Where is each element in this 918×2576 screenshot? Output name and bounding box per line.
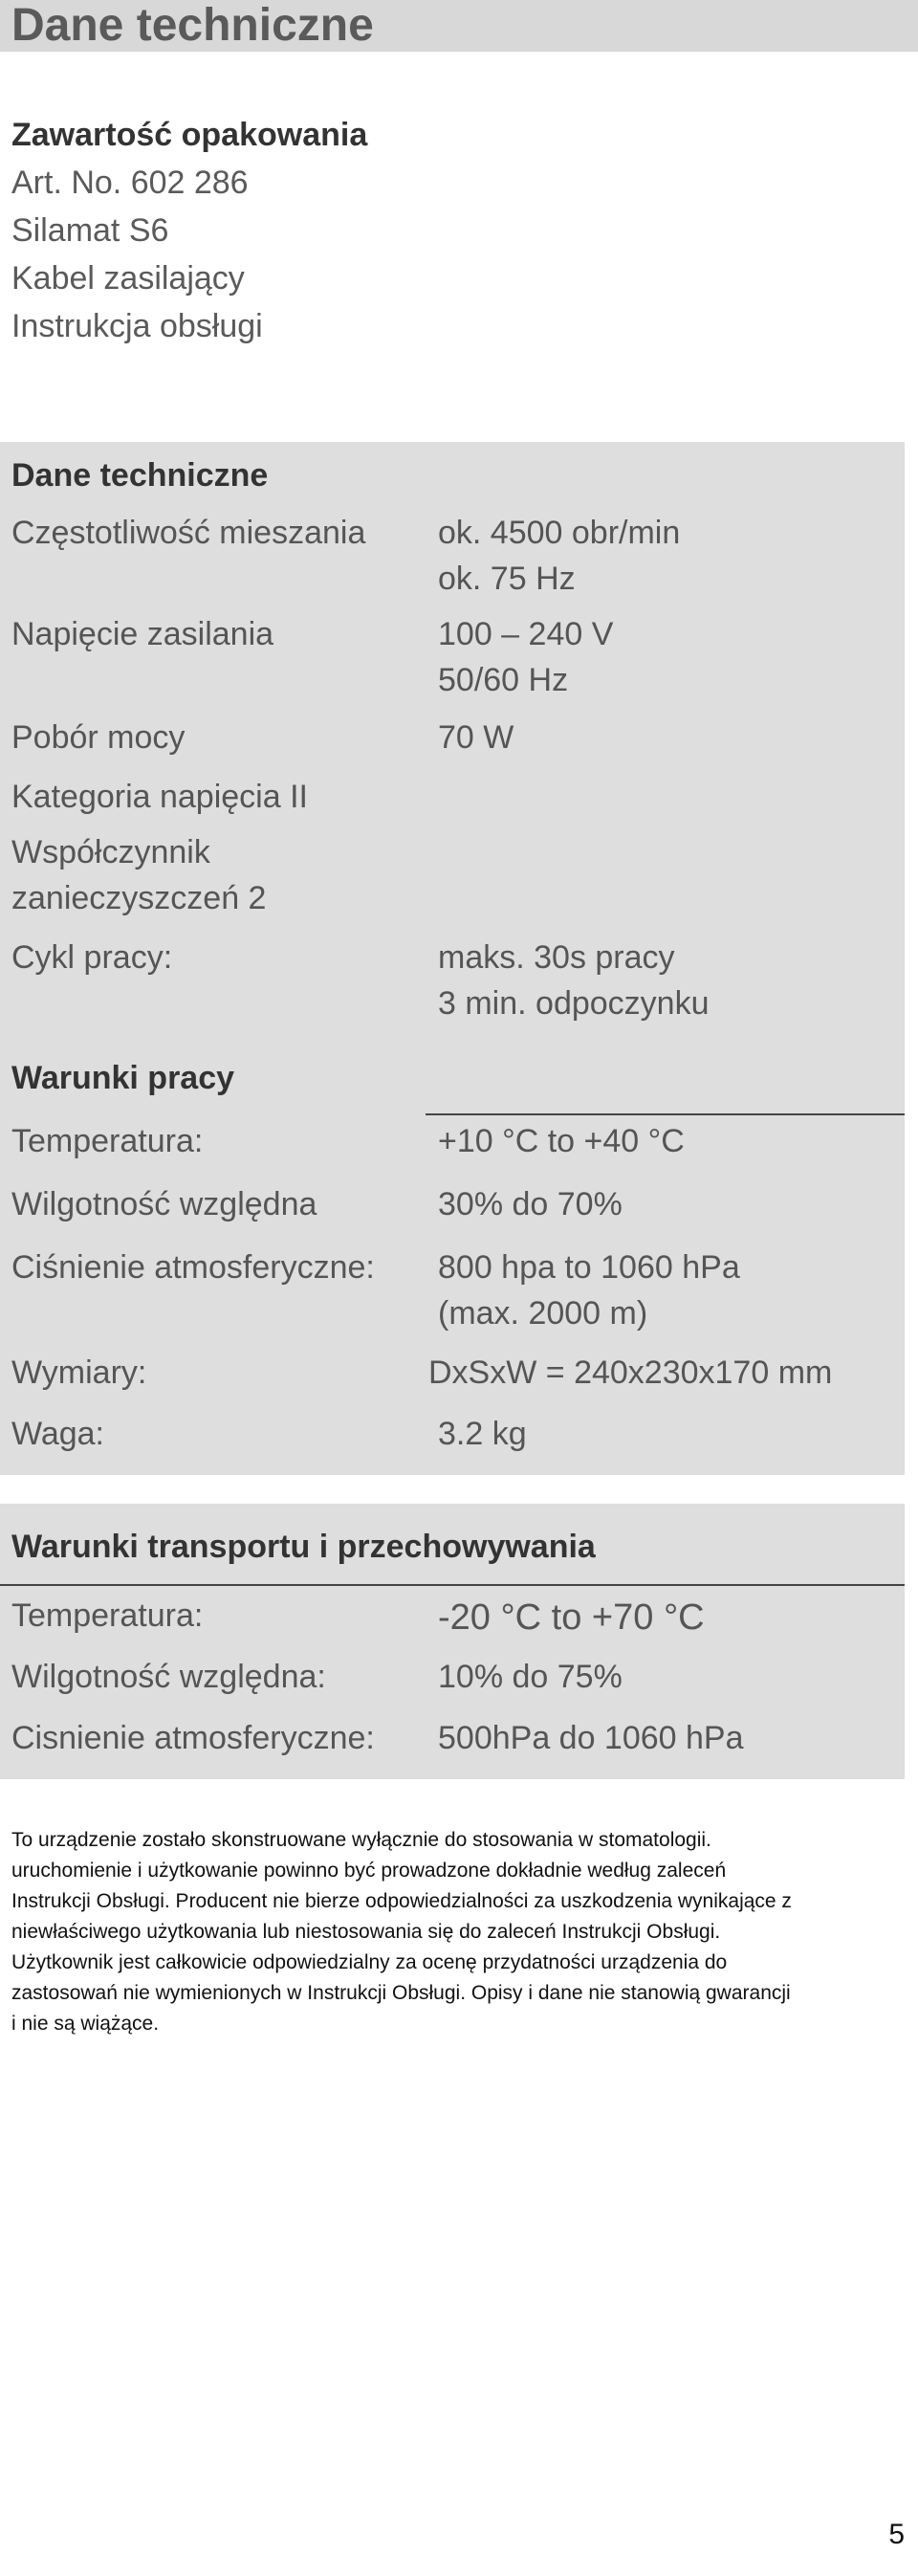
spec-value: 50/60 Hz xyxy=(438,662,569,698)
disclaimer-line: zastosowań nie wymienionych w Instrukcji Obsługi. Opisy i dane nie stanowią gwarancji xyxy=(11,1982,791,2004)
spec-value: maks. 30s pracy xyxy=(438,939,675,976)
work-label: Wymiary: xyxy=(11,1354,147,1391)
section-divider xyxy=(0,1584,905,1586)
spec-value: 3 min. odpoczynku xyxy=(438,985,710,1022)
work-label: Temperatura: xyxy=(11,1123,204,1159)
spec-value: ok. 75 Hz xyxy=(438,561,576,597)
specs-heading: Dane techniczne xyxy=(11,457,269,494)
transport-label: Cisnienie atmosferyczne: xyxy=(11,1720,375,1756)
spec-label: Pobór mocy xyxy=(11,719,186,756)
transport-value: 500hPa do 1060 hPa xyxy=(438,1720,744,1756)
transport-label: Temperatura: xyxy=(11,1597,204,1634)
disclaimer-line: To urządzenie zostało skonstruowane wyłącznie do stosowania w stomatologii. xyxy=(11,1829,711,1851)
work-value: (max. 2000 m) xyxy=(438,1295,648,1332)
work-value: 800 hpa to 1060 hPa xyxy=(438,1249,740,1286)
disclaimer-line: Użytkownik jest całkowicie odpowiedzialny za ocenę przydatności urządzenia do xyxy=(11,1951,728,1973)
work-heading: Warunki pracy xyxy=(11,1060,235,1096)
package-item: Art. No. 602 286 xyxy=(11,165,249,201)
spec-label: Kategoria napięcia II xyxy=(11,779,308,815)
transport-value: 10% do 75% xyxy=(438,1659,623,1695)
spec-value: 70 W xyxy=(438,719,514,756)
disclaimer-line: Instrukcji Obsługi. Producent nie bierze odpowiedzialności za uszkodzenia wynikające z xyxy=(11,1890,792,1912)
page-number: 5 xyxy=(888,2519,905,2550)
spec-value: 100 – 240 V xyxy=(438,616,614,652)
specs-block xyxy=(0,442,905,1475)
disclaimer-line: niewłaściwego użytkowania lub niestosowania się do zaleceń Instrukcji Obsługi. xyxy=(11,1921,721,1943)
work-value: +10 °C to +40 °C xyxy=(438,1123,685,1159)
spec-label: Napięcie zasilania xyxy=(11,616,274,652)
work-value: 30% do 70% xyxy=(438,1186,623,1222)
package-item: Instrukcja obsługi xyxy=(11,308,263,344)
spec-value: ok. 4500 obr/min xyxy=(438,515,681,551)
package-item: Kabel zasilający xyxy=(11,260,245,297)
work-label: Wilgotność względna xyxy=(11,1186,317,1222)
transport-heading: Warunki transportu i przechowywania xyxy=(11,1529,596,1565)
section-divider xyxy=(426,1113,905,1115)
work-value: DxSxW = 240x230x170 mm xyxy=(428,1354,833,1391)
spec-label: Cykl pracy: xyxy=(11,939,173,976)
page-title: Dane techniczne xyxy=(0,0,918,52)
work-label: Ciśnienie atmosferyczne: xyxy=(11,1249,375,1286)
spec-label: zanieczyszczeń 2 xyxy=(11,880,267,916)
transport-label: Wilgotność względna: xyxy=(11,1659,326,1695)
spec-label: Współczynnik xyxy=(11,834,210,870)
package-heading: Zawartość opakowania xyxy=(11,117,368,153)
work-label: Waga: xyxy=(11,1416,105,1452)
transport-block xyxy=(0,1504,905,1779)
work-value: 3.2 kg xyxy=(438,1416,527,1452)
disclaimer-line: i nie są wiążące. xyxy=(11,2013,160,2035)
transport-value: -20 °C to +70 °C xyxy=(438,1597,705,1638)
package-item: Silamat S6 xyxy=(11,212,169,249)
spec-label: Częstotliwość mieszania xyxy=(11,515,366,551)
disclaimer-line: uruchomienie i użytkowanie powinno być prowadzone dokładnie według zaleceń xyxy=(11,1860,727,1882)
